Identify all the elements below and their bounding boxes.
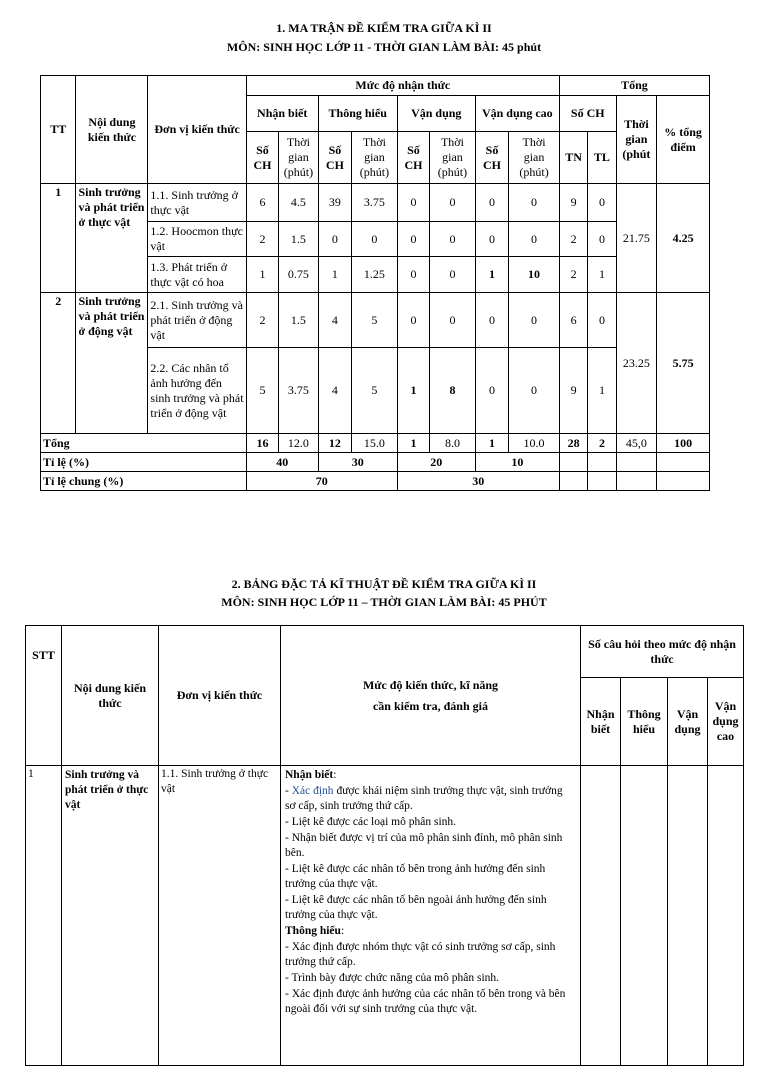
- cell: 1: [318, 257, 351, 293]
- time-total-2: 23.25: [616, 293, 657, 434]
- cell: 5: [352, 348, 398, 434]
- table-row: [41, 184, 710, 222]
- header-tl: TL: [588, 132, 616, 184]
- cell: 0: [318, 222, 351, 257]
- cell: [559, 453, 587, 472]
- spec-header-thong-hieu: Thông hiểu: [621, 678, 668, 766]
- cell: 1: [475, 434, 508, 453]
- header-thoi-gian: Thời gian (phút): [509, 132, 560, 184]
- row-tt: 2: [41, 293, 76, 434]
- header-noi-dung: Nội dung kiến thức: [76, 76, 148, 184]
- cell: 0: [509, 348, 560, 434]
- cell: 1: [246, 257, 278, 293]
- cell: [588, 472, 616, 491]
- header-so-ch: Số CH: [397, 132, 429, 184]
- header-tn: TN: [559, 132, 587, 184]
- cell: [616, 453, 657, 472]
- total-label: Tổng: [41, 434, 247, 453]
- label-thong-hieu: Thông hiểu: [285, 925, 341, 937]
- header-van-dung: Vận dụng: [397, 96, 475, 132]
- cell: 0: [475, 222, 508, 257]
- cell: 1: [588, 257, 616, 293]
- cell: 0: [397, 293, 429, 348]
- header-tt: TT: [41, 76, 76, 184]
- th-item: - Trình bày được chức năng của mô phân sinh.: [285, 972, 500, 984]
- cell: 1.25: [352, 257, 398, 293]
- cell: [657, 472, 710, 491]
- spec-header-don-vi: Đơn vị kiến thức: [159, 626, 281, 766]
- matrix-table: [40, 75, 710, 491]
- time-total-1: 21.75: [616, 184, 657, 293]
- header-thong-hieu: Thông hiểu: [318, 96, 397, 132]
- row-don-vi: 2.1. Sinh trưởng và phát triển ở động vật: [148, 293, 246, 348]
- spec-row-don-vi: 1.1. Sinh trưởng ở thực vật: [159, 766, 281, 1066]
- cell: 16: [246, 434, 278, 453]
- cell: 0: [588, 293, 616, 348]
- header-muc-do: Mức độ nhận thức: [246, 76, 559, 96]
- cell: 12: [318, 434, 351, 453]
- cell: 2: [246, 222, 278, 257]
- header-so-ch: Số CH: [318, 132, 351, 184]
- cell: 0: [475, 184, 508, 222]
- cell: 20: [397, 453, 475, 472]
- cell: 0.75: [279, 257, 319, 293]
- cell: [708, 766, 744, 1066]
- cell: 10.0: [509, 434, 560, 453]
- cell: [588, 453, 616, 472]
- spec-table: [25, 625, 744, 1066]
- cell: [657, 453, 710, 472]
- cell: 3.75: [352, 184, 398, 222]
- cell: 0: [588, 184, 616, 222]
- header-tong: Tổng: [559, 76, 709, 96]
- cell: 4: [318, 293, 351, 348]
- nb-item: - Nhận biết được vị trí của mô phân sinh đỉnh, mô phân sinh bên.: [285, 832, 563, 859]
- cell: 12.0: [279, 434, 319, 453]
- cell: 4.5: [279, 184, 319, 222]
- cell: 1: [588, 348, 616, 434]
- cell: 2: [588, 434, 616, 453]
- spec-row-noi-dung: Sinh trưởng và phát triển ở thực vật: [62, 766, 159, 1066]
- cell: 6: [559, 293, 587, 348]
- cell: 0: [509, 222, 560, 257]
- nb-item: - Liệt kê được các nhân tố bên ngoài ảnh hưởng đến sinh trưởng của thực vật.: [285, 894, 547, 921]
- pct-total-1: 4.25: [657, 184, 710, 293]
- row-don-vi: 1.2. Hoocmon thực vật: [148, 222, 246, 257]
- cell: 1: [397, 348, 429, 434]
- cell: 5: [352, 293, 398, 348]
- spec-header-van-dung-cao: Vận dụng cao: [708, 678, 744, 766]
- spec-header-stt: STT: [26, 626, 62, 766]
- spec-row-details: Nhận biết: - Xác định được khái niệm sinh trưởng thực vật, sinh trưởng sơ cấp, sinh trưởng thứ cấp. - Liệt kê được các loại mô phân sinh. - Nhận biết được vị trí của mô phân sinh đỉnh, mô phân sinh bên. - Liệt kê được các nhân tố bên trong ảnh hưởng đến sinh trưởng của thực vật. - Liệt kê được các nhân tố bên ngoài ảnh hưởng đến sinh trưởng của thực vật. Thông hiểu: - Xác định được nhóm thực vật có sinh trưởng sơ cấp, sinh trưởng thứ cấp. - Trình bày được chức năng của mô phân sinh. - Xác định được ảnh hưởng của các nhân tố bên trong và bên ngoài đối với sự sinh trưởng của thực vật.: [281, 766, 581, 1066]
- cell: 70: [246, 472, 397, 491]
- cell: 0: [509, 293, 560, 348]
- spec-header-muc-do: [281, 626, 581, 766]
- cell: 2: [559, 222, 587, 257]
- cell: 6: [246, 184, 278, 222]
- cell: 0: [509, 184, 560, 222]
- cell: 0: [475, 293, 508, 348]
- section1-subtitle: MÔN: SINH HỌC LỚP 11 - THỜI GIAN LÀM BÀI: 45 phút: [226, 40, 542, 54]
- nb-item-1-prefix: -: [285, 785, 292, 797]
- header-don-vi: Đơn vị kiến thức: [148, 76, 246, 184]
- cell: 1: [475, 257, 508, 293]
- nb-item: - Liệt kê được các nhân tố bên trong ảnh hưởng đến sinh trưởng của thực vật.: [285, 863, 546, 890]
- spec-header-noi-dung: Nội dung kiến thức: [62, 626, 159, 766]
- cell: 0: [430, 257, 476, 293]
- cell: 28: [559, 434, 587, 453]
- header-thoi-gian: Thời gian (phút): [430, 132, 476, 184]
- nb-item: - Liệt kê được các loại mô phân sinh.: [285, 816, 457, 828]
- cell: [616, 472, 657, 491]
- header-thoi-gian: Thời gian (phút): [279, 132, 319, 184]
- cell: 4: [318, 348, 351, 434]
- header-so-ch: Số CH: [246, 132, 278, 184]
- cell: 8: [430, 348, 476, 434]
- header-thoi-gian-total: Thời gian (phút: [616, 96, 657, 184]
- nb-item-1-rest: được khái niệm sinh trưởng thực vật, sinh trưởng sơ cấp, sinh trưởng thứ cấp.: [285, 785, 563, 812]
- cell: 0: [430, 293, 476, 348]
- cell: 0: [588, 222, 616, 257]
- th-item: - Xác định được ảnh hưởng của các nhân tố bên trong và bên ngoài đối với sự sinh trưởng của thực vật.: [285, 988, 566, 1015]
- spec-row: [26, 766, 744, 1066]
- cell: 9: [559, 184, 587, 222]
- row-don-vi: 1.1. Sinh trưởng ở thực vật: [148, 184, 246, 222]
- cell: 15.0: [352, 434, 398, 453]
- cell: 30: [318, 453, 397, 472]
- header-thoi-gian: Thời gian (phút): [352, 132, 398, 184]
- cell: 39: [318, 184, 351, 222]
- label-nhan-biet: Nhận biết: [285, 769, 334, 781]
- cell: [581, 766, 621, 1066]
- cell: 5: [246, 348, 278, 434]
- ratio-common-row: [41, 472, 710, 491]
- cell: [668, 766, 708, 1066]
- cell: 30: [397, 472, 559, 491]
- cell: 0: [397, 222, 429, 257]
- cell: 45,0: [616, 434, 657, 453]
- total-row: [41, 434, 710, 453]
- cell: 2: [559, 257, 587, 293]
- ratio-label: Tỉ lệ (%): [41, 453, 247, 472]
- header-so-ch: Số CH: [475, 132, 508, 184]
- cell: 1.5: [279, 222, 319, 257]
- cell: 100: [657, 434, 710, 453]
- th-item: - Xác định được nhóm thực vật có sinh trưởng sơ cấp, sinh trưởng thứ cấp.: [285, 941, 556, 968]
- cell: 1: [397, 434, 429, 453]
- header-pct-tong-diem: % tổng điểm: [657, 96, 710, 184]
- cell: 1.5: [279, 293, 319, 348]
- cell: 9: [559, 348, 587, 434]
- cell: 0: [430, 184, 476, 222]
- row-noi-dung: Sinh trưởng và phát triển ở động vật: [76, 293, 148, 434]
- row-tt: 1: [41, 184, 76, 293]
- ratio-common-label: Tỉ lệ chung (%): [41, 472, 247, 491]
- row-don-vi: 1.3. Phát triển ở thực vật có hoa: [148, 257, 246, 293]
- section1-title: 1. MA TRẬN ĐỀ KIỂM TRA GIỮA KÌ II: [276, 21, 492, 35]
- spec-row-stt: 1: [26, 766, 62, 1066]
- header-so-ch-total: Số CH: [559, 96, 616, 132]
- spec-header-nhan-biet: Nhận biết: [581, 678, 621, 766]
- nb-item-1-highlight: Xác định: [291, 785, 334, 797]
- cell: 0: [352, 222, 398, 257]
- row-don-vi: 2.2. Các nhân tố ảnh hưởng đến sinh trưởng và phát triển ở động vật: [148, 348, 246, 434]
- cell: 2: [246, 293, 278, 348]
- cell: 10: [509, 257, 560, 293]
- spec-header-muc-do-line1: Mức độ kiến thức, kĩ năng: [362, 677, 499, 692]
- cell: [559, 472, 587, 491]
- row-noi-dung: Sinh trưởng và phát triển ở thực vật: [76, 184, 148, 293]
- cell: 0: [475, 348, 508, 434]
- spec-header-muc-do-line2: cần kiểm tra, đánh giá: [372, 698, 488, 713]
- cell: 10: [475, 453, 559, 472]
- cell: 3.75: [279, 348, 319, 434]
- pct-total-2: 5.75: [657, 293, 710, 434]
- section2-subtitle: MÔN: SINH HỌC LỚP 11 – THỜI GIAN LÀM BÀI: 45 PHÚT: [221, 595, 547, 609]
- cell: 0: [397, 184, 429, 222]
- cell: 0: [430, 222, 476, 257]
- cell: 40: [246, 453, 318, 472]
- ratio-row: [41, 453, 710, 472]
- table-row: [41, 293, 710, 348]
- header-nhan-biet: Nhận biết: [246, 96, 318, 132]
- cell: [621, 766, 668, 1066]
- spec-header-van-dung: Vận dụng: [668, 678, 708, 766]
- header-van-dung-cao: Vận dụng cao: [475, 96, 559, 132]
- section2-title: 2. BẢNG ĐẶC TẢ KĨ THUẬT ĐỀ KIỂM TRA GIỮA KÌ II: [231, 577, 537, 591]
- spec-header-so-cau: Số câu hỏi theo mức độ nhận thức: [581, 626, 744, 678]
- cell: 8.0: [430, 434, 476, 453]
- cell: 0: [397, 257, 429, 293]
